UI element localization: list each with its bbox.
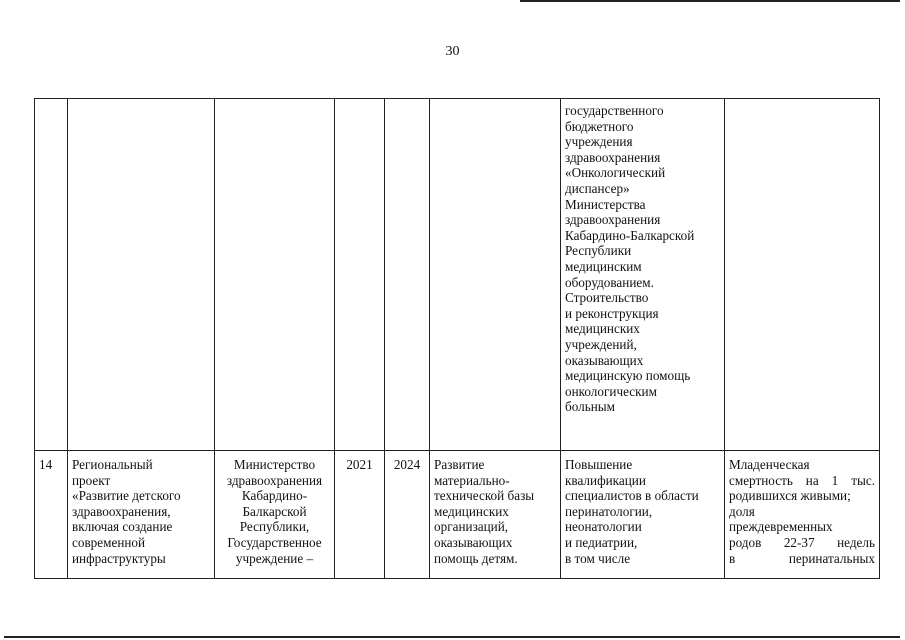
- project-goal: Развитие материально- технической базы медицинских организаций, оказывающих помощь детям.: [430, 451, 561, 579]
- row-number: 14: [35, 451, 68, 579]
- cell-number: [35, 99, 68, 451]
- responsible-executor: Министерство здравоохранения Кабардино- Балкарской Республики, Государственное учреждение –: [215, 451, 335, 579]
- table-row-continuation: [35, 99, 880, 451]
- table-row-14: [35, 451, 880, 579]
- indicator-line: родов 22-37 недель: [729, 534, 875, 550]
- indicator-line: Младенческая: [729, 457, 810, 472]
- cell-tasks: государственного бюджетного учреждения здравоохранения «Онкологический диспансер» Министерства здравоохранения Кабардино-Балкарской Республики медицинским оборудованием. Строительство и реконструкция медицинских учреждений, оказывающих медицинскую помощь онкологическим больным: [561, 99, 725, 451]
- cell-start-year: [335, 99, 385, 451]
- cell-goal: [430, 99, 561, 451]
- cell-indicators: [725, 99, 880, 451]
- indicator-line: смертность на 1 тыс.: [729, 472, 875, 488]
- target-indicators: [725, 451, 880, 579]
- page-number: 30: [445, 44, 460, 59]
- indicator-line: доля: [729, 503, 755, 519]
- indicator-line: родившихся живыми;: [729, 488, 851, 504]
- scan-line-bottom: [4, 636, 900, 638]
- start-year: 2021: [335, 451, 385, 579]
- cell-project: [68, 99, 215, 451]
- indicator-line: в перинатальных: [729, 550, 875, 566]
- project-name: Региональный проект «Развитие детского здравоохранения, включая создание современной инфраструктуры: [68, 451, 215, 579]
- cell-end-year: [385, 99, 430, 451]
- indicator-line: преждевременных: [729, 519, 833, 535]
- program-table: [34, 98, 880, 579]
- cell-responsible: [215, 99, 335, 451]
- end-year: 2024: [385, 451, 430, 579]
- project-tasks: Повышение квалификации специалистов в области перинатологии, неонатологии и педиатрии, в том числе: [561, 451, 725, 579]
- scan-line-top: [520, 0, 900, 2]
